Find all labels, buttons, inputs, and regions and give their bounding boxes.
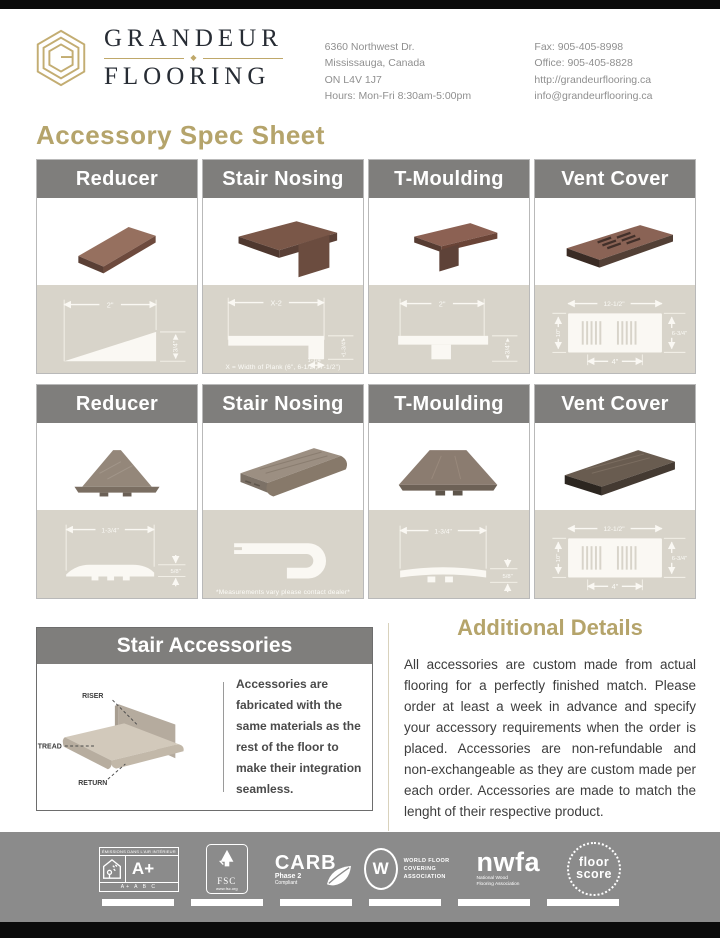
bottom-section — [36, 615, 696, 837]
aplus-grade: A+ — [131, 858, 155, 878]
dim-height-label: 6-3/4" — [671, 555, 688, 562]
brand-divider-ornament — [104, 54, 283, 62]
dim-height-label: 5/8" — [502, 574, 513, 581]
card-title: Vent Cover — [535, 160, 695, 198]
t-moulding-vinyl-photo — [369, 423, 529, 510]
reducer-vinyl-photo — [37, 423, 197, 510]
cert-logo-wfca — [364, 848, 450, 890]
cert-logo-nwfa — [476, 846, 541, 889]
certifications-footer — [0, 832, 720, 922]
dim-duct-label: 4" — [611, 357, 619, 367]
card-stair-nosing-hardwood — [202, 159, 364, 374]
additional-details-title: Additional Details — [457, 615, 643, 641]
page-title: Accessory Spec Sheet — [36, 120, 325, 151]
cert-logo-aplus-emissions — [99, 847, 179, 892]
carb-compliant: Compliant — [274, 879, 298, 886]
accessory-cards-grid — [36, 159, 696, 599]
footer-bar — [191, 899, 263, 906]
wfca-w-mark: W — [364, 848, 398, 890]
card-vent-cover-hardwood — [534, 159, 696, 374]
reducer-vinyl-diagram — [37, 510, 197, 598]
nwfa-label: nwfa — [476, 846, 541, 877]
measurements-vary-note: *Measurements vary please contact dealer* — [216, 589, 350, 597]
address-line: ON L4V 1J7 — [324, 73, 382, 86]
t-moulding-vinyl-diagram — [369, 510, 529, 598]
card-title: Stair Nosing — [203, 160, 363, 198]
certification-logos-row — [0, 832, 720, 894]
aplus-scale: A+ A B C — [100, 882, 178, 891]
brand-name-line1: GRANDEUR — [104, 25, 283, 52]
footer-bar — [369, 899, 441, 906]
carb-phase: Phase 2 — [274, 872, 302, 880]
address-line: Mississauga, Canada — [324, 57, 426, 70]
brand-name-line2: FLOORING — [104, 63, 271, 90]
address-line: 6360 Northwest Dr. — [324, 41, 415, 53]
cert-logo-floorscore — [567, 842, 621, 896]
footer-bar — [280, 899, 352, 906]
card-title: Stair Nosing — [203, 385, 363, 423]
dim-width-label: 2" — [106, 300, 114, 310]
dim-width-label: 12-1/2" — [603, 301, 625, 309]
dim-width-label: 2" — [438, 299, 446, 309]
vent-cover-hardwood-diagram — [535, 285, 695, 373]
card-title: Vent Cover — [535, 385, 695, 423]
t-moulding-hardwood-diagram — [369, 285, 529, 373]
reducer-hardwood-diagram — [37, 285, 197, 373]
office-line: Office: 905-405-8828 — [534, 57, 633, 70]
card-t-moulding-vinyl — [368, 384, 530, 599]
dim-duct-label: 4" — [611, 582, 619, 592]
nwfa-sub-line2: Flooring Association — [476, 882, 520, 888]
fsc-tree-icon — [216, 848, 238, 870]
brand-logo — [30, 25, 303, 91]
top-border-strip — [0, 0, 720, 9]
stair-nosing-hardwood-photo — [203, 198, 363, 285]
card-title: T-Moulding — [369, 160, 529, 198]
t-moulding-hardwood-photo — [369, 198, 529, 285]
card-stair-nosing-vinyl — [202, 384, 364, 599]
card-t-moulding-hardwood — [368, 159, 530, 374]
carb-label: CARB — [274, 851, 337, 874]
dim-width-label: 1-3/4" — [101, 527, 119, 535]
fax-line: Fax: 905-405-8998 — [534, 41, 624, 53]
stair-nosing-hardwood-diagram — [203, 285, 363, 373]
floorscore-line2: score — [576, 867, 612, 881]
dim-left-label: 10" — [556, 328, 563, 338]
dim-width-label: 1-3/4" — [434, 528, 452, 536]
aplus-header-text: ÉMISSIONS DANS L'AIR INTÉRIEUR — [101, 848, 176, 854]
letterhead — [0, 9, 720, 110]
footer-bar — [102, 899, 174, 906]
riser-label: RISER — [82, 692, 104, 700]
card-title: Reducer — [37, 385, 197, 423]
stair-accessories-title: Stair Accessories — [37, 628, 372, 664]
cert-logo-fsc — [206, 844, 248, 894]
dim-depth-label: 1-1/4" — [307, 358, 323, 365]
additional-details-text: All accessories are custom made from actual flooring for a perfectly finished match. Please order at least a week in advance and specify your accessory requirements when the order is placed. Accessories are non-refundable and non-exchangeable as they are custom made per each order. Accessories are made to match the lenght of their respective product. — [404, 657, 696, 819]
bottom-border-strip — [0, 922, 720, 938]
wfca-text-line3: ASSOCIATION — [403, 874, 446, 881]
stair-accessories-text: Accessories are fabricated with the same materials as the rest of the floor to make their integration seamless. — [236, 677, 362, 797]
additional-details — [404, 615, 696, 822]
stair-nosing-vinyl-diagram — [203, 510, 363, 598]
footer-bars-row — [0, 899, 720, 906]
stair-accessories-card — [36, 627, 373, 811]
card-vent-cover-vinyl — [534, 384, 696, 599]
stair-nosing-vinyl-photo — [203, 423, 363, 510]
wfca-text-line2: COVERING — [403, 865, 437, 872]
footer-bar — [547, 899, 619, 906]
dim-height-label: 6-3/4" — [671, 330, 688, 337]
email-link[interactable]: info@grandeurflooring.ca — [534, 89, 653, 102]
address-block — [325, 25, 507, 104]
card-reducer-hardwood — [36, 159, 198, 374]
hours-line: Hours: Mon-Fri 8:30am-5:00pm — [324, 89, 472, 102]
stair-accessories-figure — [37, 667, 223, 807]
cert-logo-carb — [275, 853, 337, 886]
reducer-hardwood-photo — [37, 198, 197, 285]
dim-height-label: 3/4" — [172, 340, 180, 353]
dim-height-label: 5/8" — [170, 569, 181, 576]
carb-leaf-icon — [325, 864, 353, 888]
fsc-url: www.fsc.org — [216, 886, 238, 891]
dim-height-label: 3/4" — [504, 342, 512, 355]
footer-bar — [458, 899, 530, 906]
contact-block — [534, 25, 698, 104]
card-title: T-Moulding — [369, 385, 529, 423]
vent-cover-vinyl-diagram — [535, 510, 695, 598]
card-reducer-vinyl — [36, 384, 198, 599]
dim-height-label: 1-3/4" — [341, 339, 348, 356]
website-link[interactable]: http://grandeurflooring.ca — [534, 73, 652, 86]
plank-width-note: X = Width of Plank (6", 6-1/2", 7-1/2") — [225, 364, 341, 372]
return-label: RETURN — [78, 780, 108, 788]
grandeur-g-hexagon-icon — [30, 27, 92, 89]
house-emissions-icon — [100, 856, 126, 882]
card-title: Reducer — [37, 160, 197, 198]
dim-width-label: X-2 — [270, 298, 282, 308]
dim-width-label: 12-1/2" — [603, 526, 625, 534]
floorscore-line1: floor — [578, 855, 610, 870]
vent-cover-hardwood-photo — [535, 198, 695, 285]
maple-leaf-icon: ◆ — [190, 53, 197, 62]
dim-left-label: 10" — [556, 553, 563, 563]
section-divider-line — [388, 623, 389, 831]
fsc-label: FSC — [217, 876, 237, 886]
nwfa-sub-line1: National Wood — [476, 875, 508, 881]
wfca-text-line1: WORLD FLOOR — [403, 857, 450, 864]
vent-cover-vinyl-photo — [535, 423, 695, 510]
tread-label: TREAD — [37, 743, 62, 751]
